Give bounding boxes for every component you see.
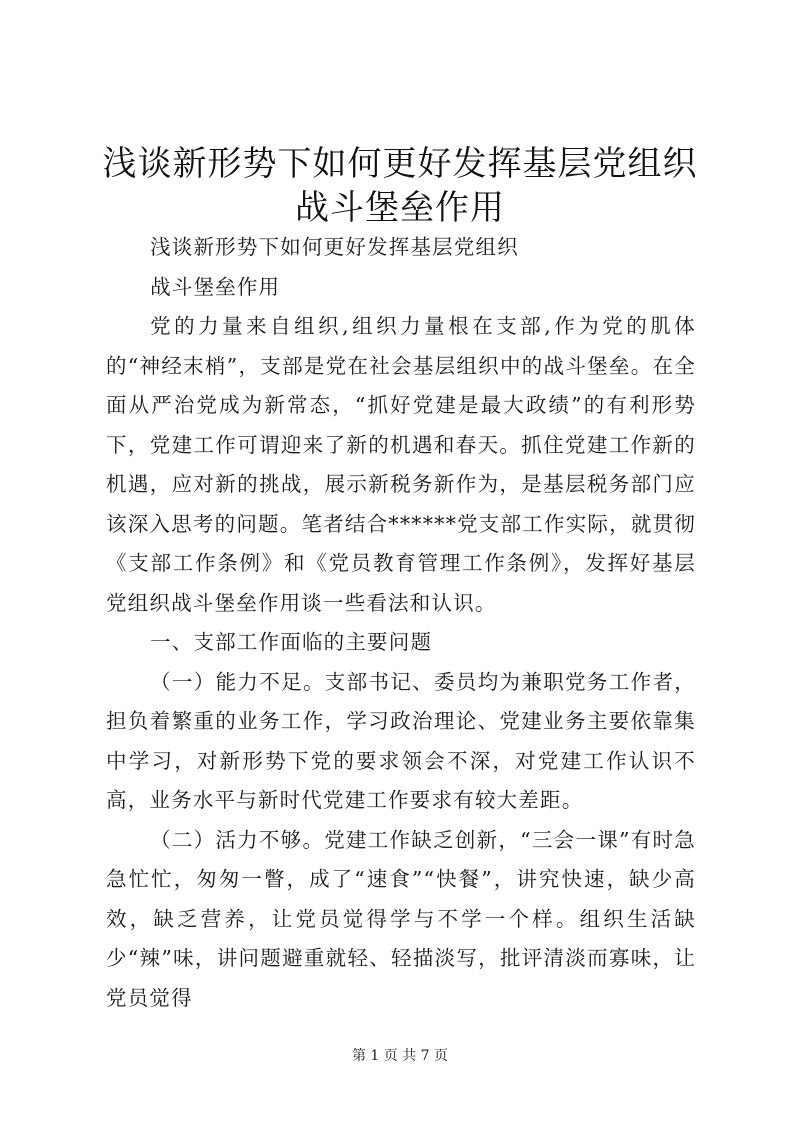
page-footer: 第 1 页 共 7 页 xyxy=(351,1048,449,1064)
document-body xyxy=(106,228,696,1018)
subtitle-line-1: 浅谈新形势下如何更好发挥基层党组织 xyxy=(150,235,519,259)
section-heading-1: 一、支部工作面临的主要问题 xyxy=(150,630,433,654)
paragraph-ability: （一）能力不足。支部书记、委员均为兼职党务工作者，担负着繁重的业务工作，学习政治理论、党建业务主要依靠集中学习，对新形势下党的要求领会不深，对党建工作认识不高，业务水平与新时代党建工作要求有较大差距。 xyxy=(106,669,696,812)
paragraph-vitality: （二）活力不够。党建工作缺乏创新，“三会一课”有时急急忙忙，匆匆一瞥，成了“速食”“快餐”，讲究快速，缺少高效，缺乏营养，让党员觉得学与不学一个样。组织生活缺少“辣”味，讲问题避重就轻、轻描淡写，批评清淡而寡味，让党员觉得 xyxy=(106,827,696,1010)
document-title: 浅谈新形势下如何更好发挥基层党组织战斗堡垒作用 xyxy=(102,144,698,228)
paragraph-intro: 党的力量来自组织,组织力量根在支部,作为党的肌体的“神经末梢”，支部是党在社会基层组织中的战斗堡垒。在全面从严治党成为新常态，“抓好党建是最大政绩”的有利形势下，党建工作可谓迎来了新的机遇和春天。抓住党建工作新的机遇，应对新的挑战，展示新税务新作为，是基层税务部门应该深入思考的问题。笔者结合******党支部工作实际，就贯彻《支部工作条例》和《党员教育管理工作条例》，发挥好基层党组织战斗堡垒作用谈一些看法和认识。 xyxy=(106,314,696,615)
subtitle-line-2: 战斗堡垒作用 xyxy=(150,274,281,299)
